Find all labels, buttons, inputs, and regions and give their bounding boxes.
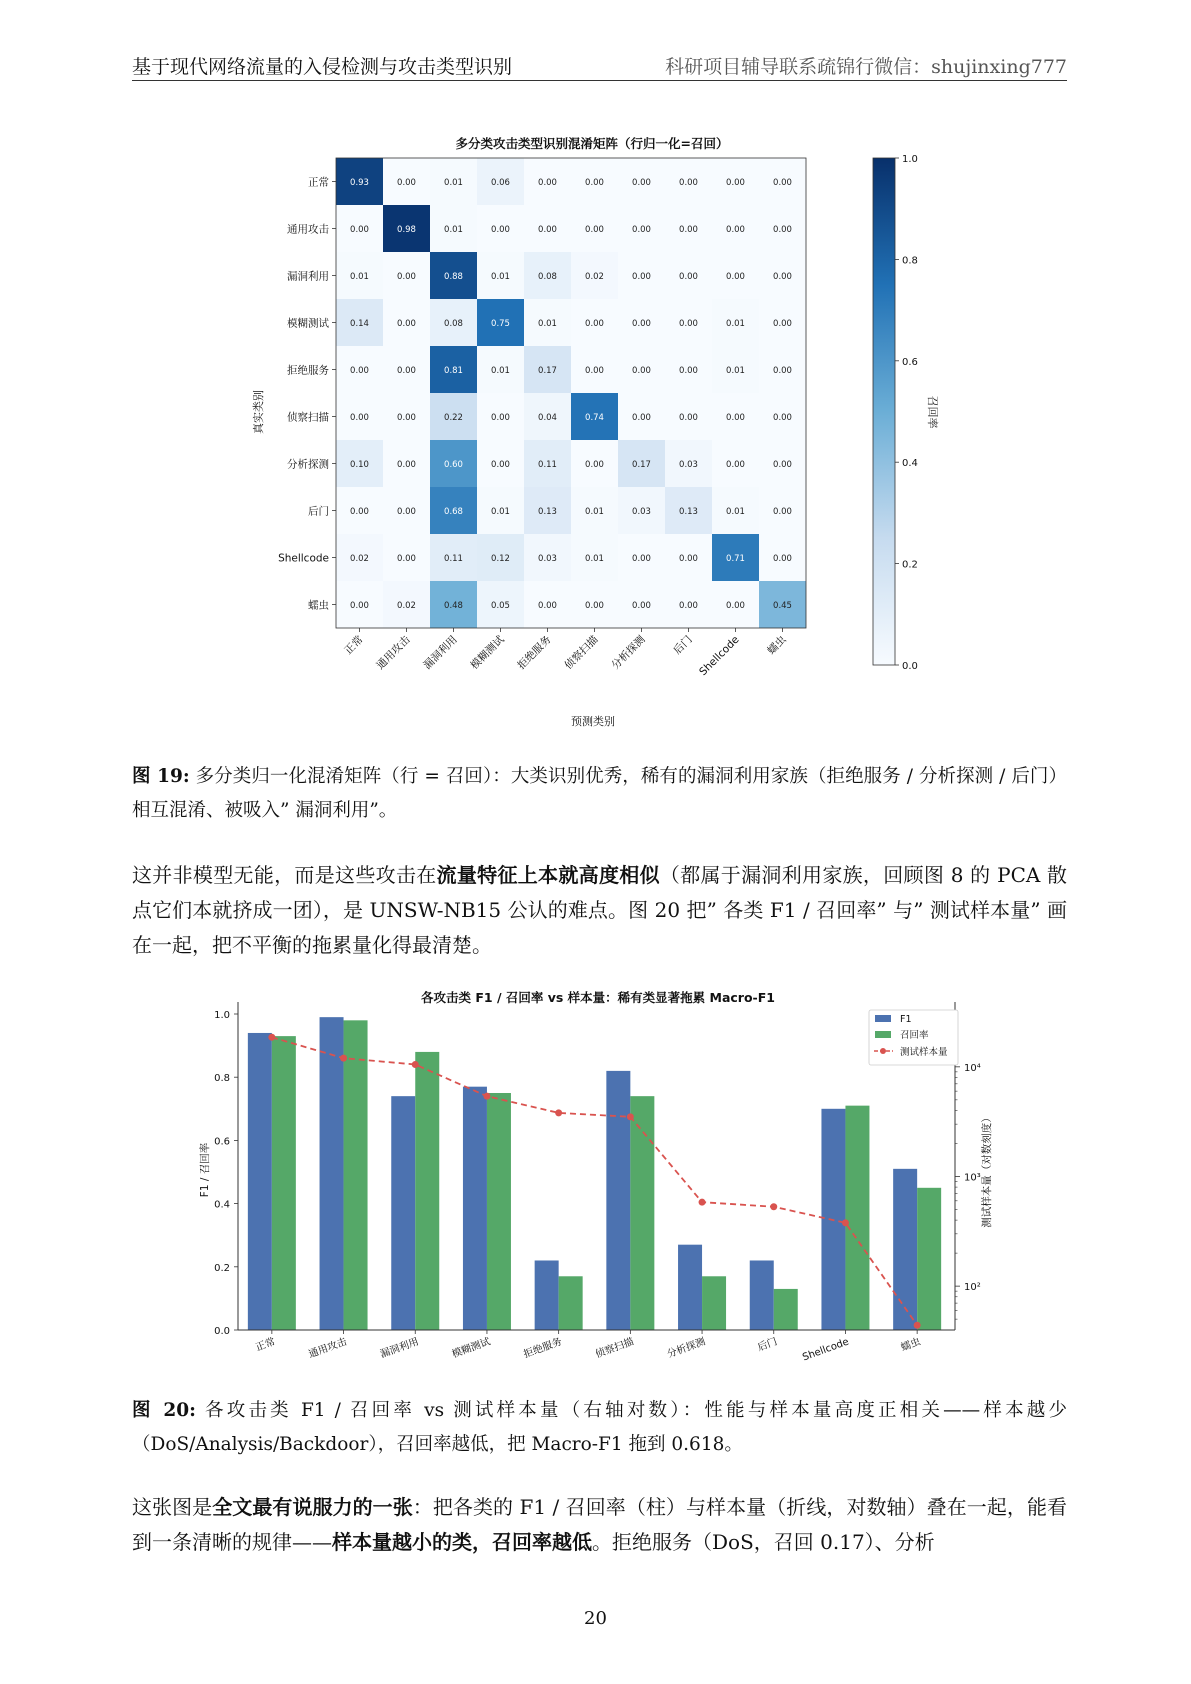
- cm-cell-value: 0.00: [726, 413, 745, 423]
- cm-cell-value: 0.00: [726, 601, 745, 611]
- f1-bar: [248, 1033, 272, 1330]
- recall-bar: [559, 1276, 583, 1330]
- cm-cell-value: 0.01: [726, 319, 745, 329]
- cm-cell-value: 0.00: [679, 366, 698, 376]
- page-number: 20: [584, 1608, 607, 1629]
- cm-cell-value: 0.00: [773, 272, 792, 282]
- cm-cell-value: 0.00: [679, 272, 698, 282]
- cm-cell-value: 0.05: [491, 601, 510, 611]
- bc-ytick-label: 0.6: [214, 1136, 230, 1148]
- cm-xtick-label: 分析探测: [609, 633, 648, 672]
- cm-cell-value: 0.06: [491, 178, 510, 188]
- cm-colorbar-tick-label: 0.0: [902, 661, 918, 672]
- figure-20-text: 各攻击类 F1 / 召回率 vs 测试样本量（右轴对数）：性能与样本量高度正相关——样本越少（DoS/Analysis/Backdoor），召回率越低，把 Macro-F1 拖到 0.618。: [132, 1400, 1067, 1455]
- bc-xtick-label: 模糊测试: [450, 1336, 492, 1361]
- cm-cell-value: 0.00: [726, 460, 745, 470]
- f1-bar: [391, 1096, 415, 1330]
- cm-cell-value: 0.98: [397, 225, 416, 235]
- cm-cell-value: 0.48: [444, 601, 463, 611]
- bc-xtick-label: 正常: [254, 1336, 277, 1354]
- cm-cell-value: 0.00: [632, 366, 651, 376]
- cm-colorbar-tick-label: 0.8: [902, 255, 918, 267]
- cm-cell-value: 0.01: [538, 319, 557, 329]
- cm-cell-value: 0.00: [632, 554, 651, 564]
- cm-cell-value: 0.00: [585, 225, 604, 235]
- cm-cell-value: 0.10: [350, 460, 369, 470]
- legend-f1-label: F1: [900, 1014, 912, 1025]
- bc-ytick-label: 0.2: [214, 1262, 230, 1274]
- legend-recall-swatch: [875, 1031, 891, 1038]
- legend-f1-swatch: [875, 1015, 891, 1022]
- cm-cell-value: 0.01: [585, 554, 604, 564]
- cm-cell-value: 0.00: [491, 460, 510, 470]
- cm-cell-value: 0.01: [726, 366, 745, 376]
- cm-cell-value: 0.68: [444, 507, 463, 517]
- cm-title: 多分类攻击类型识别混淆矩阵（行归一化=召回）: [455, 136, 729, 151]
- cm-colorbar-tick-label: 0.6: [902, 356, 918, 368]
- cm-xtick-label: 模糊测试: [468, 633, 507, 672]
- samples-point: [842, 1219, 849, 1226]
- cm-cell-value: 0.00: [773, 554, 792, 564]
- cm-cell-value: 0.00: [585, 366, 604, 376]
- cm-cell-value: 0.00: [538, 601, 557, 611]
- cm-cell-value: 0.00: [397, 319, 416, 329]
- cm-colorbar-tick-label: 0.4: [902, 458, 918, 470]
- figure-19-text: 多分类归一化混淆矩阵（行 = 召回）：大类识别优秀，稀有的漏洞利用家族（拒绝服务 / 分析探测 / 后门）相互混淆、被吸入” 漏洞利用”。: [132, 766, 1067, 821]
- cm-ytick-label: 模糊测试: [287, 317, 329, 330]
- bc-ylabel: F1 / 召回率: [199, 1142, 211, 1198]
- cm-cell-value: 0.01: [585, 507, 604, 517]
- bc-ytick-label: 0.8: [214, 1073, 230, 1085]
- cm-cell-value: 0.00: [773, 319, 792, 329]
- cm-cell-value: 0.02: [350, 554, 369, 564]
- bc-xtick-label: Shellcode: [801, 1336, 851, 1364]
- bc-ytick-label: 0.0: [214, 1326, 230, 1337]
- cm-cell-value: 0.00: [773, 366, 792, 376]
- bc-xtick-label: 分析探测: [665, 1336, 708, 1361]
- cm-cell-value: 0.03: [632, 507, 651, 517]
- recall-bar: [630, 1096, 654, 1330]
- bc-ytick-label: 0.4: [214, 1199, 230, 1211]
- cm-cell-value: 0.22: [444, 413, 463, 423]
- cm-cell-value: 0.12: [491, 554, 510, 564]
- samples-point: [268, 1034, 275, 1041]
- cm-cell-value: 0.01: [726, 507, 745, 517]
- samples-point: [770, 1203, 777, 1210]
- cm-ytick-label: 蠕虫: [308, 599, 329, 612]
- cm-xtick-label: 拒绝服务: [515, 633, 554, 672]
- bc-xtick-label: 通用攻击: [307, 1336, 349, 1361]
- cm-cell-value: 0.60: [444, 460, 463, 470]
- cm-cell-value: 0.01: [491, 507, 510, 517]
- cm-cell-value: 0.14: [350, 319, 369, 329]
- cm-cell-value: 0.00: [350, 507, 369, 517]
- figure-19-label: 图 19:: [132, 766, 190, 787]
- samples-point: [412, 1061, 419, 1068]
- cm-cell-value: 0.81: [444, 366, 463, 376]
- recall-bar: [845, 1106, 869, 1330]
- cm-cell-value: 0.00: [397, 272, 416, 282]
- para1-text-2: （都属于漏洞利用家族，回顾图 8 的 PCA 散点它们本就挤成一团），是 UNSW-NB15 公认的难点。图 20 把” 各类 F1 / 召回率” 与” 测试样本量” 画在一起，把不平衡的拖累量化得最清楚。: [132, 863, 1068, 957]
- cm-cell-value: 0.00: [397, 507, 416, 517]
- cm-xtick-label: 蠕虫: [765, 633, 789, 657]
- samples-point: [555, 1109, 562, 1116]
- cm-cell-value: 0.00: [397, 413, 416, 423]
- cm-cell-value: 0.00: [632, 225, 651, 235]
- cm-cell-value: 0.00: [773, 460, 792, 470]
- cm-cell-value: 0.00: [538, 178, 557, 188]
- cm-xtick-label: 正常: [342, 633, 366, 657]
- cm-ytick-label: 侦察扫描: [287, 411, 329, 424]
- cm-colorbar-tick-label: 1.0: [902, 154, 918, 165]
- cm-cell-value: 0.03: [679, 460, 698, 470]
- recall-bar: [917, 1188, 941, 1330]
- cm-cell-value: 0.00: [632, 413, 651, 423]
- cm-xlabel: 预测类别: [571, 715, 615, 728]
- para2-text-1: 这张图是: [132, 1495, 213, 1519]
- samples-point: [627, 1113, 634, 1120]
- cm-cell-value: 0.00: [397, 178, 416, 188]
- cm-cell-value: 0.13: [679, 507, 698, 517]
- samples-point: [483, 1093, 490, 1100]
- cm-ytick-label: Shellcode: [278, 552, 329, 565]
- cm-cell-value: 0.00: [632, 319, 651, 329]
- cm-cell-value: 0.00: [773, 225, 792, 235]
- cm-cell-value: 0.01: [491, 366, 510, 376]
- cm-cell-value: 0.00: [397, 554, 416, 564]
- cm-cell-value: 0.17: [538, 366, 557, 376]
- bc-legend: [869, 1010, 958, 1065]
- f1-bar: [463, 1087, 487, 1330]
- cm-cell-value: 0.00: [350, 413, 369, 423]
- f1-bar: [678, 1245, 702, 1330]
- cm-cell-value: 0.00: [773, 507, 792, 517]
- cm-cell-value: 0.00: [632, 178, 651, 188]
- bc-y2tick-label: 10²: [964, 1282, 981, 1294]
- cm-cell-value: 0.00: [491, 413, 510, 423]
- cm-cell-value: 0.00: [632, 601, 651, 611]
- cm-cell-value: 0.01: [444, 178, 463, 188]
- cm-xtick-label: 侦察扫描: [562, 633, 601, 672]
- cm-colorbar-tick-label: 0.2: [902, 559, 918, 571]
- cm-xtick-label: Shellcode: [697, 633, 742, 679]
- f1-bar: [320, 1017, 344, 1330]
- cm-ytick-label: 通用攻击: [287, 223, 329, 236]
- bc-ytick-label: 1.0: [214, 1010, 230, 1021]
- bc-y2tick-label: 10³: [964, 1172, 981, 1184]
- cm-cell-value: 0.00: [726, 178, 745, 188]
- cm-cell-value: 0.04: [538, 413, 557, 423]
- cm-cell-value: 0.00: [726, 272, 745, 282]
- recall-bar: [774, 1289, 798, 1330]
- cm-cell-value: 0.88: [444, 272, 463, 282]
- cm-cell-value: 0.00: [679, 601, 698, 611]
- legend-samples-marker: [880, 1048, 886, 1054]
- samples-point: [699, 1199, 706, 1206]
- para1-emphasis: 流量特征上本就高度相似: [436, 863, 660, 887]
- cm-cell-value: 0.03: [538, 554, 557, 564]
- para1-text-1: 这并非模型无能，而是这些攻击在: [132, 863, 437, 887]
- cm-cell-value: 0.11: [444, 554, 463, 564]
- body-paragraph-2: [132, 1490, 1067, 1560]
- cm-colorbar-label: 召回率: [926, 395, 939, 429]
- cm-cell-value: 0.00: [585, 460, 604, 470]
- bc-xtick-label: 拒绝服务: [522, 1336, 564, 1361]
- cm-cell-value: 0.08: [444, 319, 463, 329]
- cm-cell-value: 0.00: [585, 178, 604, 188]
- cm-cell-value: 0.01: [491, 272, 510, 282]
- cm-cell-value: 0.75: [491, 319, 510, 329]
- cm-cell-value: 0.45: [773, 601, 792, 611]
- cm-cell-value: 0.00: [350, 366, 369, 376]
- legend-recall-label: 召回率: [900, 1030, 929, 1041]
- cm-cell-value: 0.00: [679, 319, 698, 329]
- bc-y2label: 测试样本量（对数刻度）: [981, 1112, 993, 1228]
- cm-cell-value: 0.93: [350, 178, 369, 188]
- legend-samples-label: 测试样本量: [900, 1047, 948, 1058]
- cm-cell-value: 0.00: [491, 225, 510, 235]
- samples-point: [914, 1322, 921, 1329]
- f1-bar: [750, 1260, 774, 1330]
- f1-bar: [893, 1169, 917, 1330]
- cm-cell-value: 0.00: [679, 178, 698, 188]
- cm-xtick-label: 通用攻击: [374, 633, 413, 672]
- recall-bar: [344, 1020, 368, 1330]
- cm-cell-value: 0.00: [679, 225, 698, 235]
- cm-cell-value: 0.00: [350, 601, 369, 611]
- cm-cell-value: 0.00: [350, 225, 369, 235]
- bc-xtick-label: 后门: [756, 1336, 779, 1354]
- cm-cell-value: 0.02: [397, 601, 416, 611]
- cm-ytick-label: 分析探测: [287, 458, 329, 471]
- cm-xtick-label: 后门: [671, 633, 695, 657]
- cm-cell-value: 0.11: [538, 460, 557, 470]
- figure-20-caption: [132, 1394, 1067, 1462]
- cm-cell-value: 0.02: [585, 272, 604, 282]
- cm-ytick-label: 正常: [308, 176, 329, 189]
- para2-text-3: 。拒绝服务（DoS，召回 0.17）、分析: [592, 1530, 935, 1554]
- cm-cell-value: 0.08: [538, 272, 557, 282]
- f1-bar: [535, 1260, 559, 1330]
- header-contact: 科研项目辅导联系疏锦行微信：shujinxing777: [665, 56, 1067, 78]
- cm-cell-value: 0.00: [679, 554, 698, 564]
- bc-xtick-label: 侦察扫描: [594, 1336, 636, 1361]
- bc-title: 各攻击类 F1 / 召回率 vs 样本量：稀有类显著拖累 Macro-F1: [421, 990, 775, 1005]
- cm-cell-value: 0.74: [585, 413, 604, 423]
- cm-cell-value: 0.13: [538, 507, 557, 517]
- samples-line: [272, 1037, 917, 1325]
- cm-cell-value: 0.00: [679, 413, 698, 423]
- figure-20-label: 图 20:: [132, 1400, 196, 1421]
- para2-emphasis-1: 全文最有说服力的一张: [212, 1495, 413, 1519]
- recall-bar: [415, 1052, 439, 1330]
- recall-bar: [702, 1276, 726, 1330]
- para2-emphasis-2: 样本量越小的类，召回率越低: [332, 1530, 592, 1554]
- cm-cell-value: 0.00: [773, 178, 792, 188]
- bc-y2tick-label: 10⁴: [964, 1062, 981, 1074]
- cm-cell-value: 0.01: [444, 225, 463, 235]
- cm-cell-value: 0.00: [585, 601, 604, 611]
- recall-bar: [272, 1036, 296, 1330]
- cm-cell-value: 0.01: [350, 272, 369, 282]
- cm-ytick-label: 后门: [308, 505, 329, 518]
- f1-bar: [606, 1071, 630, 1330]
- cm-cell-value: 0.00: [585, 319, 604, 329]
- bc-xtick-label: 蠕虫: [899, 1336, 923, 1354]
- cm-cell-value: 0.00: [538, 225, 557, 235]
- header-title: 基于现代网络流量的入侵检测与攻击类型识别: [132, 56, 513, 78]
- cm-cell-value: 0.71: [726, 554, 745, 564]
- cm-cell-value: 0.00: [773, 413, 792, 423]
- cm-cell-value: 0.00: [397, 366, 416, 376]
- cm-ylabel: 真实类别: [252, 390, 265, 434]
- cm-cell-value: 0.00: [632, 272, 651, 282]
- bc-xtick-label: 漏洞利用: [378, 1336, 421, 1361]
- cm-ytick-label: 漏洞利用: [287, 270, 329, 283]
- para2-text-2: ：把各类的 F1 / 召回率（柱）与样本量（折线，对数轴）叠在一起，能看到一条清晰的规律——: [132, 1495, 1068, 1554]
- samples-point: [340, 1055, 347, 1062]
- cm-xtick-label: 漏洞利用: [421, 633, 460, 672]
- cm-cell-value: 0.17: [632, 460, 651, 470]
- cm-ytick-label: 拒绝服务: [287, 364, 329, 377]
- recall-bar: [487, 1093, 511, 1330]
- cm-cell-value: 0.00: [726, 225, 745, 235]
- cm-cell-value: 0.00: [397, 460, 416, 470]
